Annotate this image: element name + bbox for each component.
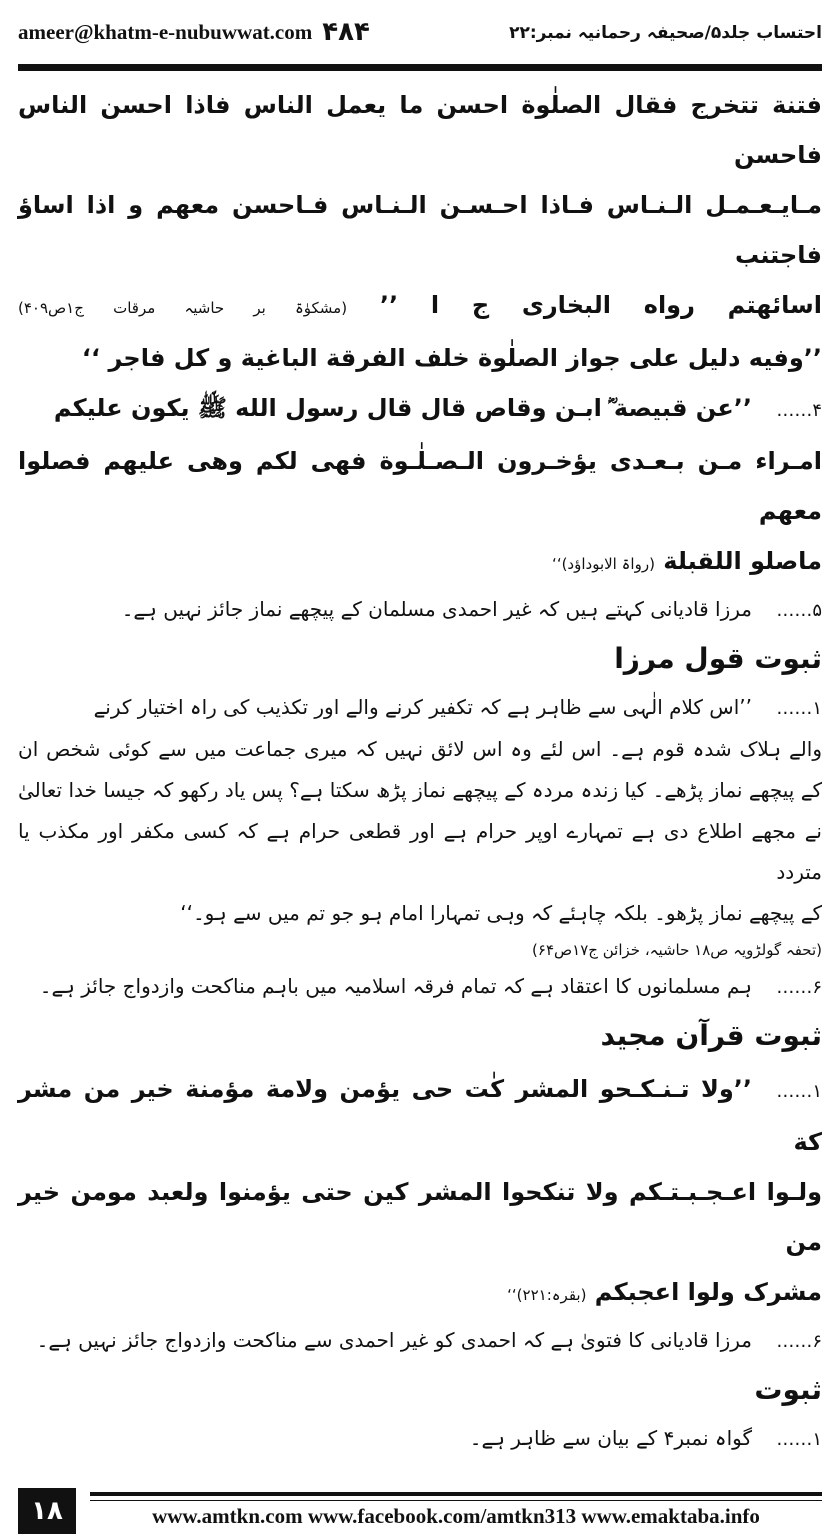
arabic-line: ’’وفيه دليل علی جواز الصلٰوة خلف الفرقة الباغية و كل فاجر ‘‘: [81, 344, 822, 372]
reference-line: (تحفہ گولڑویہ ص۱۸ حاشیہ، خزائن ج۱۷ص۶۴): [532, 941, 822, 959]
item-number: ۱……: [776, 1081, 822, 1102]
item-text: ’’عن قبیصة ؓ ابـن وقاص قال قال رسول الله ﷺ يكون عليكم: [53, 394, 752, 422]
urdu-line: کے پیچھے نماز پڑھے۔ کیا زندہ مردہ کے پیچھے نماز پڑھ سکتا ہے؟ پس یاد رکھو کہ جیسا خدا تعالیٰ: [18, 778, 822, 802]
page-body: [18, 80, 822, 1460]
running-title: احتساب جلد۵/صحیفہ رحمانیہ نمبر:۲۲: [509, 22, 822, 43]
arabic-line-with-reference: [18, 280, 822, 333]
footer-urls[interactable]: www.amtkn.com www.facebook.com/amtkn313 www.emaktaba.info: [152, 1504, 760, 1528]
urdu-line: نے مجھے اطلاع دی ہے تمہارے اوپر حرام ہے اور قطعی حرام ہے کہ کسی مکفر اور مکذب یا متردد: [18, 819, 822, 884]
header-left: [18, 17, 370, 47]
arabic-line: فتنة تتخرج فقال الصلٰوة احسن ما یعمل الناس فاذا احسن الناس فاحسن: [18, 91, 822, 169]
section-heading: ثبوت قرآن مجید: [600, 1019, 822, 1052]
arabic-line: امـراء مـن بـعـدی یؤخـرون الـصـلٰـوة فهی لكم وهی علیهم فصلوا معهم: [18, 447, 822, 525]
item-text: گواہ نمبر۴ کے بیان سے ظاہر ہے۔: [469, 1426, 752, 1450]
footer-page-label: ۱۸: [18, 1488, 76, 1534]
urdu-line: والے ہلاک شدہ قوم ہے۔ اس لئے وہ اس لائق نہیں کہ میری جماعت میں سے کوئی شخص ان: [18, 737, 822, 761]
arabic-line: مـایـعـمـل الـنـاس فـاذا احـسـن الـنـاس فـاحسن معهم و اذا اساؤ فاجتنب: [18, 191, 822, 269]
numbered-item: [18, 1320, 822, 1362]
numbered-item: [18, 383, 822, 436]
item-number: ۵……: [776, 600, 822, 621]
item-number: ۶……: [776, 1331, 822, 1352]
reference: (بقرہ:۲۲۱)‘‘: [507, 1286, 587, 1304]
line-text: ماصلو اللقبلة: [663, 547, 822, 575]
arabic-line-with-reference: [18, 536, 822, 589]
arabic-line-with-reference: [18, 1267, 822, 1320]
reference: (مشکوٰۃ بر حاشیہ مرقات ج۱ص۴۰۹): [18, 299, 348, 317]
section-heading: ثبوت قول مرزا: [614, 642, 822, 675]
numbered-item: [18, 687, 822, 729]
reference: (رواۃ الابوداؤد)‘‘: [552, 555, 655, 573]
numbered-item: [18, 589, 822, 631]
line-text: اسائهتم رواه البخاری ج ا ’’: [379, 291, 822, 319]
item-text: ’’ولا تـنـكـحو المشر كٰت حی یؤمن ولامة مؤمنة خیر من مشر كة: [18, 1075, 822, 1156]
item-number: ۱……: [776, 1429, 822, 1450]
arabic-line: ولـوا اعـجـبـتـكم ولا تنكحوا المشر كين حتی یؤمنوا ولعبد مومن خير من: [18, 1178, 822, 1256]
item-text: ’’اس کلام الٰہی سے ظاہر ہے کہ تکفیر کرنے والے اور تکذیب کی راہ اختیار کرنے: [93, 695, 752, 719]
item-number: ۱……: [776, 698, 822, 719]
page-header: [18, 10, 822, 54]
header-rule: [18, 64, 822, 71]
footer-rule: [90, 1492, 822, 1496]
numbered-item: [18, 966, 822, 1008]
urdu-line: کے پیچھے نماز پڑھو۔ بلکہ چاہئے کہ وہی تمہارا امام ہو جو تم میں سے ہو۔‘‘: [180, 901, 822, 925]
item-text: ہم مسلمانوں کا اعتقاد ہے کہ تمام فرقہ اسلامیہ میں باہم مناکحت وازدواج جائز ہے۔: [39, 974, 752, 998]
header-page-number: ۴۸۴: [322, 17, 370, 47]
item-text: مرزا قادیانی کا فتویٰ ہے کہ احمدی کو غیر احمدی سے مناکحت وازدواج جائز نہیں ہے۔: [36, 1328, 752, 1352]
line-text: مشرک ولوا اعجبكم: [594, 1278, 822, 1306]
section-heading: ثبوت: [754, 1373, 822, 1406]
item-text: مرزا قادیانی کہتے ہیں کہ غیر احمدی مسلمان کے پیچھے نماز جائز نہیں ہے۔: [121, 597, 752, 621]
item-number: ۴……: [776, 400, 822, 421]
numbered-item: [18, 1064, 822, 1167]
numbered-item: [18, 1418, 822, 1460]
footer-rule-thin: [90, 1500, 822, 1501]
item-number: ۶……: [776, 977, 822, 998]
header-email[interactable]: ameer@khatm-e-nubuwwat.com: [18, 19, 313, 44]
